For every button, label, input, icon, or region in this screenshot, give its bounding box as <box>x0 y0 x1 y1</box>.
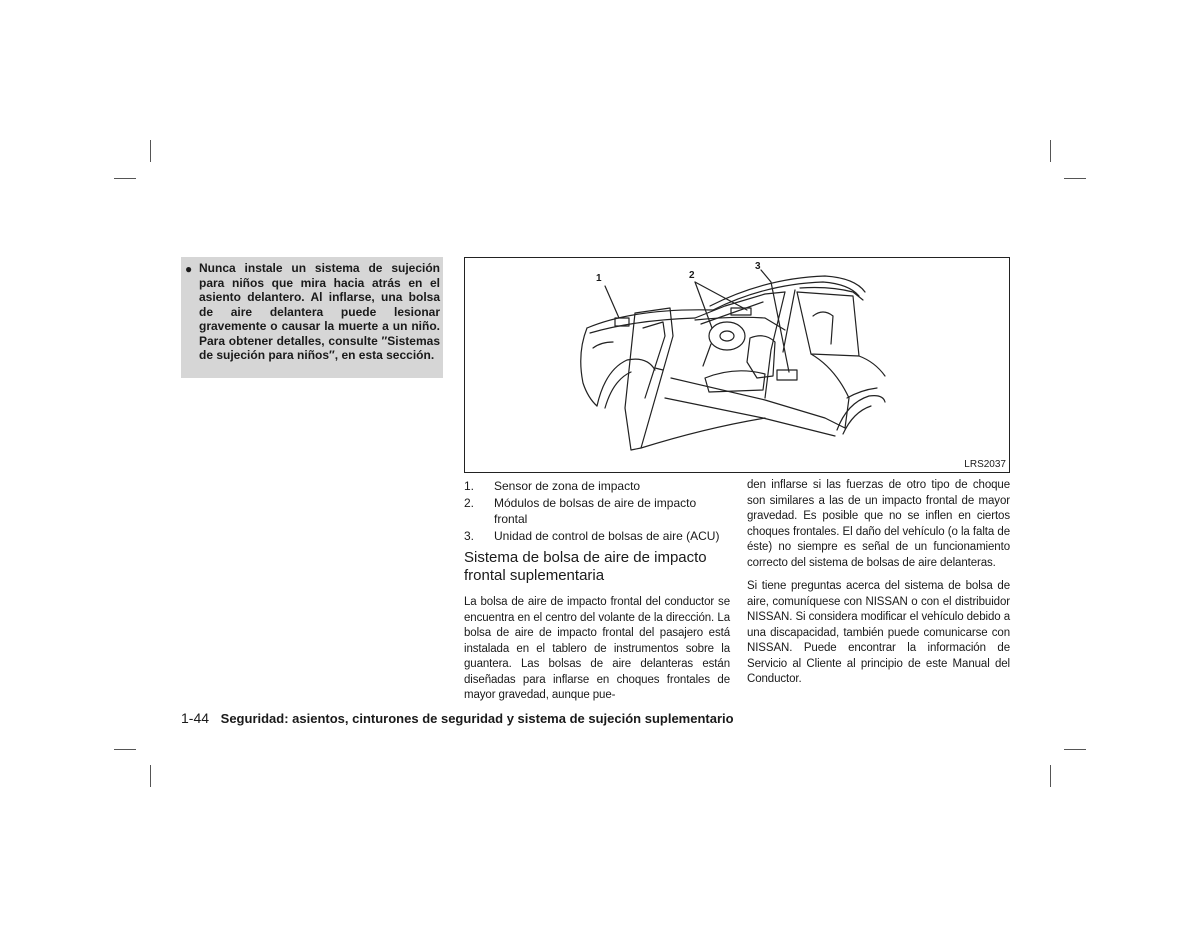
figure-legend <box>464 478 730 544</box>
crop-mark <box>114 749 136 750</box>
right-column <box>747 478 1010 696</box>
callout-3: 3 <box>755 261 761 272</box>
legend-item: 2. Módulos de bolsas de aire de impacto frontal <box>464 495 697 526</box>
crop-mark <box>1050 140 1051 162</box>
paragraph-1: La bolsa de aire de impacto frontal del conductor se encuentra en el centro del volante de la dirección. La bolsa de aire de impacto frontal del pasajero está instalada en el tablero de instrumentos sobre la guantera. Las bolsas de aire delanteras están diseñadas para inflarse en choques frontales de mayor gravedad, aunque pue- <box>464 596 730 701</box>
section-heading: Sistema de bolsa de aire de impacto frontal suplementaria <box>464 549 707 584</box>
crop-mark <box>1050 765 1051 787</box>
figure-code: LRS2037 <box>964 459 1006 470</box>
crop-mark <box>114 178 136 179</box>
page-footer <box>181 710 734 726</box>
paragraph-3: Si tiene preguntas acerca del sistema de bolsa de aire, comuníquese con NISSAN o con el distribuidor NISSAN. Si considera modificar el vehículo debido a una discapacidad, también puede comunicarse con NISSAN. Puede encontrar la información de Servicio al Cliente al principio de este Manual del Conductor. <box>747 580 1010 685</box>
legend-item: 3. Unidad de control de bolsas de aire (ACU) <box>464 528 720 543</box>
crop-mark <box>150 140 151 162</box>
page-number: 1-44 <box>181 710 210 726</box>
paragraph-2: den inflarse si las fuerzas de otro tipo de choque son similares a las de un impacto frontal de mayor gravedad. Es posible que no se inflen en ciertos choques frontales. El daño del vehículo (o la falta de éste) no siempre es señal de un funcionamiento correcto del sistema de bolsas de aire delanteras. <box>747 479 1010 569</box>
warning-box <box>181 257 443 378</box>
bullet-icon: ● <box>185 262 193 276</box>
chapter-title: Seguridad: asientos, cinturones de seguridad y sistema de sujeción suplementario <box>220 711 734 726</box>
crop-mark <box>1064 749 1086 750</box>
car-illustration <box>465 258 1011 474</box>
middle-column <box>464 478 730 704</box>
warning-item <box>185 261 440 363</box>
callout-2: 2 <box>689 270 695 281</box>
crop-mark <box>1064 178 1086 179</box>
warning-text: Nunca instale un sistema de sujeción para niños que mira hacia atrás en el asiento delantero. Al inflarse, una bolsa de aire delantera puede lesionar gravemente o causar la muerte a un niño. Para obtener detalles, consulte ″Sistemas de sujeción para niños″, en esta sección. <box>199 261 440 362</box>
callout-1: 1 <box>596 273 602 284</box>
legend-item: 1. Sensor de zona de impacto <box>464 479 641 493</box>
crop-mark <box>150 765 151 787</box>
car-airbag-figure <box>464 257 1010 473</box>
